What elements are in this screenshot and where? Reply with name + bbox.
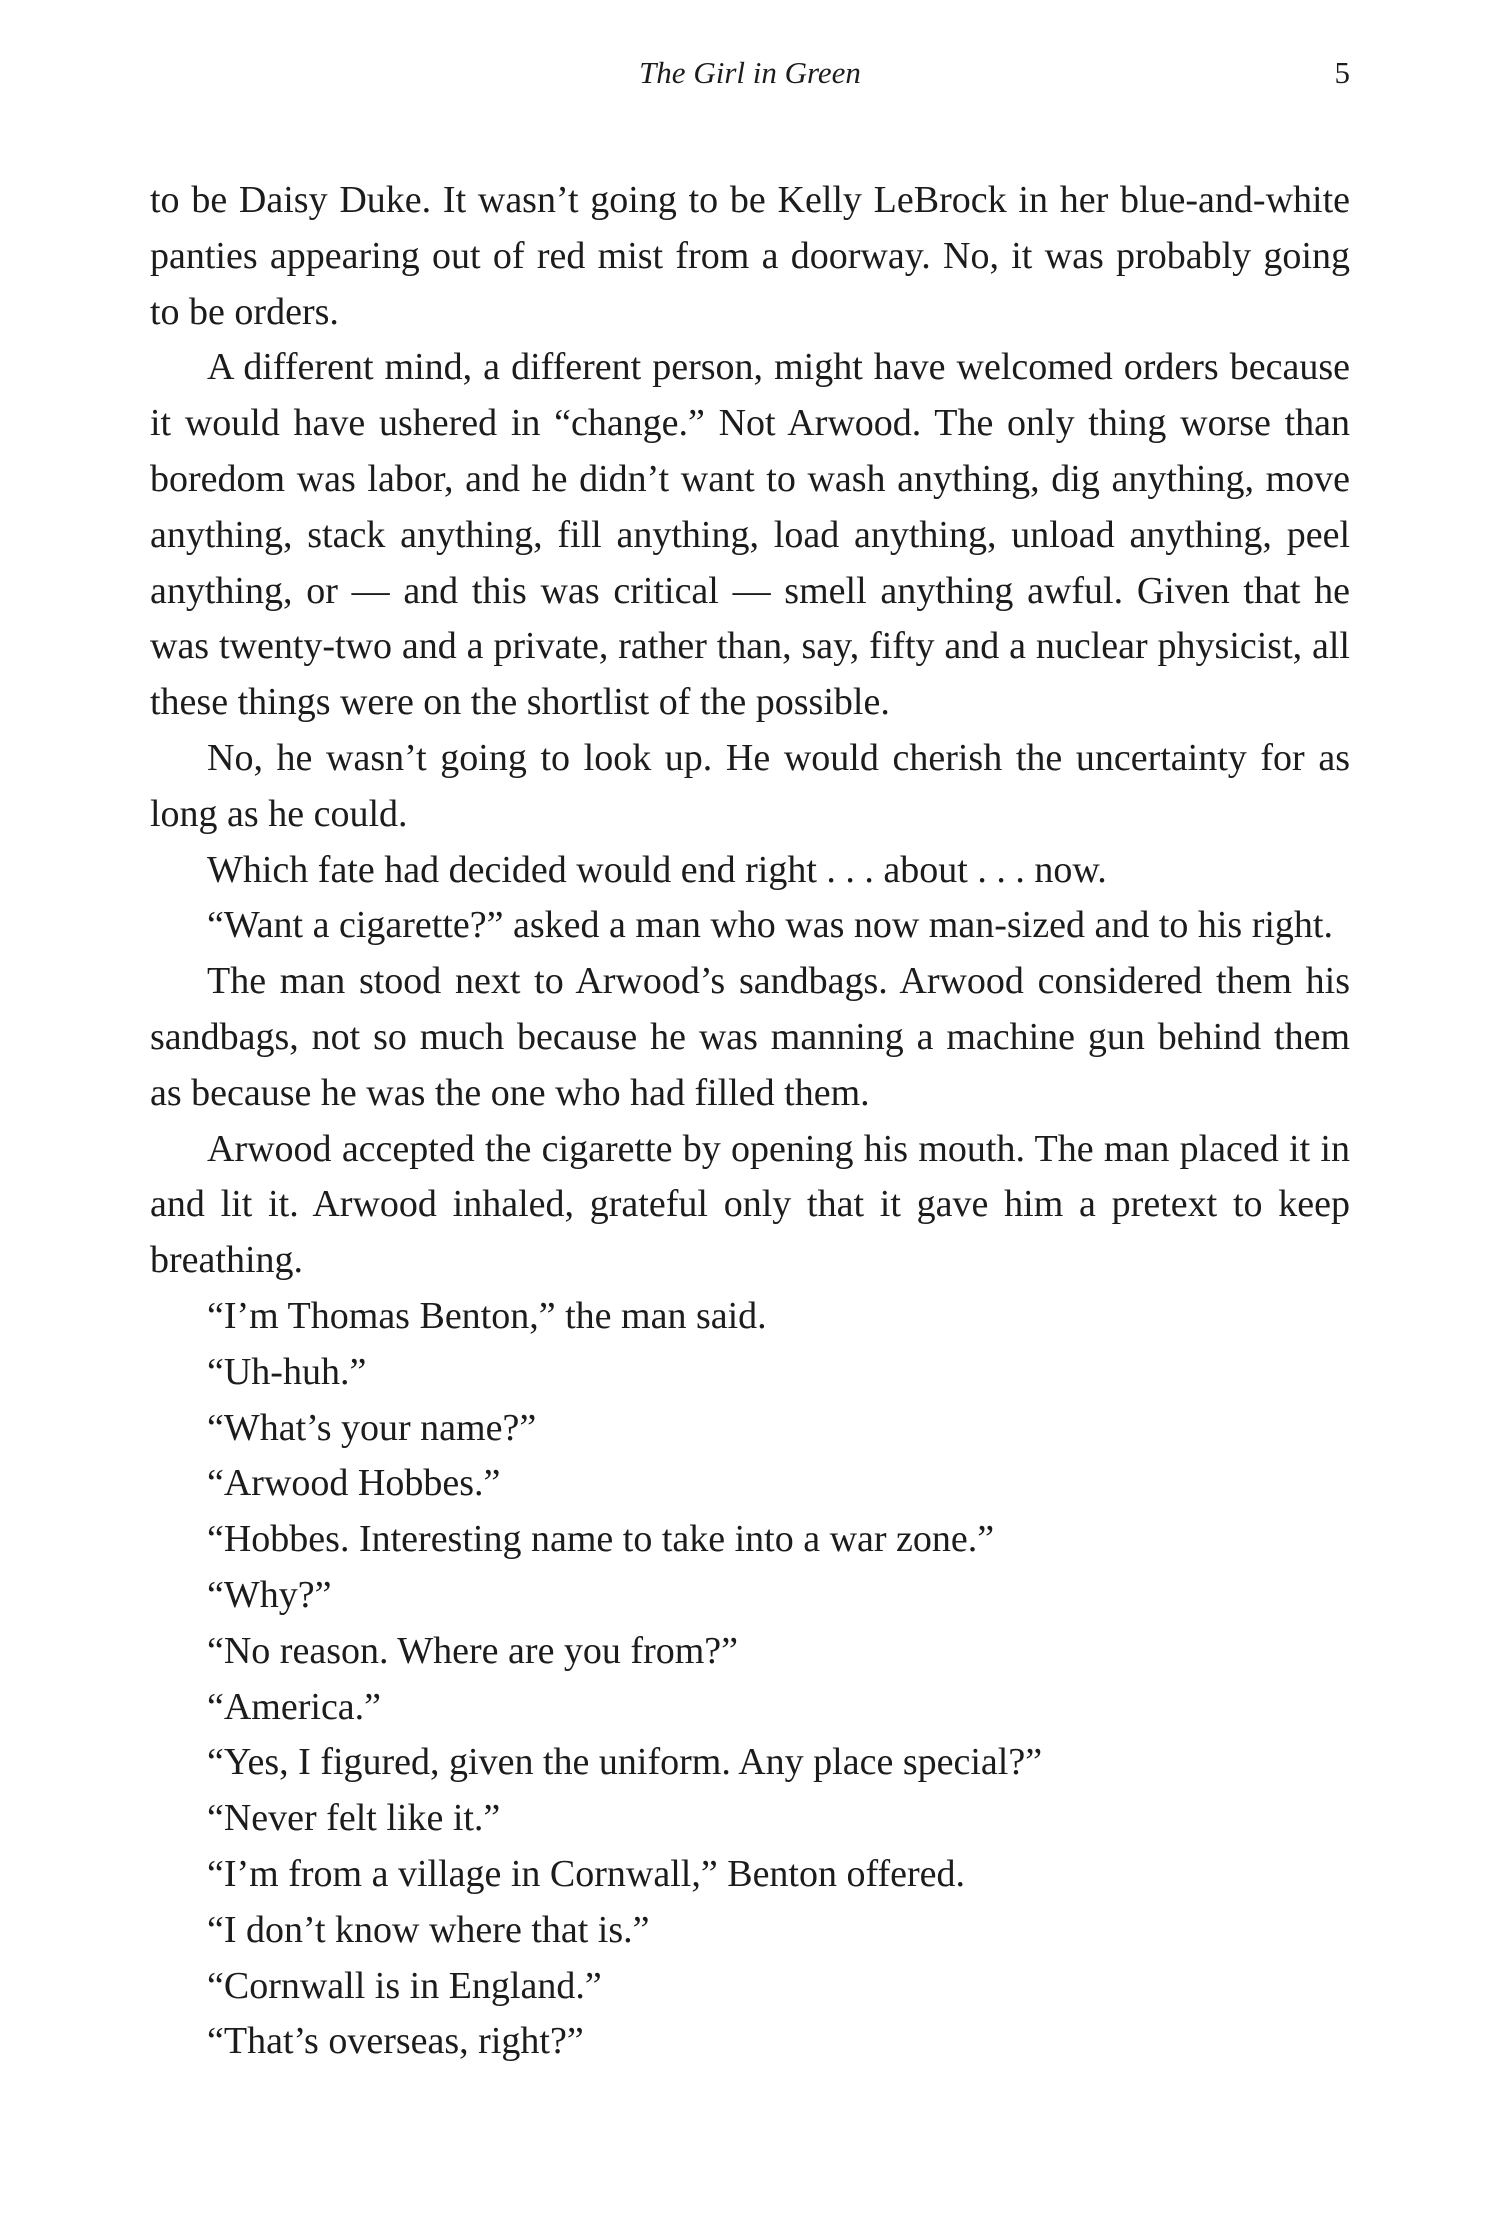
dialogue-line: “Why?” <box>207 1573 332 1616</box>
paragraph: A different mind, a different person, might have welcomed orders because it would have ushered in “change.” Not Arwood. The only thing worse than boredom was labor, and he didn’t want to wash anything, dig anything, move anything, stack anything, fill anything, load anything, unload anything, peel anything, or — and this was critical — smell anything awful. Given that he was twenty-two and a private, rather than, say, fifty and a nuclear physicist, all these things were on the shortlist of the possible. <box>150 346 1350 724</box>
dialogue-line: “Cornwall is in England.” <box>207 1964 602 2007</box>
dialogue-line: “I’m Thomas Benton,” the man said. <box>207 1294 767 1337</box>
paragraph: Arwood accepted the cigarette by opening his mouth. The man placed it in and lit it. Arwood inhaled, grateful only that it gave him a pretext to keep breathing. <box>150 1127 1350 1282</box>
paragraph: “Want a cigarette?” asked a man who was now man-sized and to his right. <box>207 904 1333 947</box>
dialogue-line: “No reason. Where are you from?” <box>207 1629 739 1672</box>
dialogue-line: “That’s overseas, right?” <box>207 2020 584 2063</box>
dialogue-line: “Never felt like it.” <box>207 1797 501 1840</box>
dialogue-line: “America.” <box>207 1685 382 1728</box>
running-title: The Girl in Green <box>639 55 861 90</box>
dialogue-line: “Hobbes. Interesting name to take into a war zone.” <box>207 1518 995 1561</box>
body-text <box>150 173 1350 2070</box>
dialogue-line: “I don’t know where that is.” <box>207 1908 650 1951</box>
page-number: 5 <box>1334 55 1350 90</box>
dialogue-line: “Arwood Hobbes.” <box>207 1462 501 1505</box>
paragraph: to be Daisy Duke. It wasn’t going to be Kelly LeBrock in her blue-and-white panties appearing out of red mist from a doorway. No, it was probably going to be orders. <box>150 179 1350 333</box>
paragraph: No, he wasn’t going to look up. He would cherish the uncertainty for as long as he could. <box>150 736 1350 835</box>
dialogue-line: “Uh-huh.” <box>207 1350 367 1393</box>
dialogue-line: “Yes, I figured, given the uniform. Any place special?” <box>207 1741 1043 1784</box>
paragraph: The man stood next to Arwood’s sandbags. Arwood considered them his sandbags, not so much because he was manning a machine gun behind them as because he was the one who had filled them. <box>150 960 1350 1114</box>
paragraph: Which fate had decided would end right . . . about . . . now. <box>207 848 1107 891</box>
dialogue-line: “What’s your name?” <box>207 1406 537 1449</box>
running-head <box>150 48 1350 98</box>
dialogue-line: “I’m from a village in Cornwall,” Benton offered. <box>207 1852 965 1895</box>
